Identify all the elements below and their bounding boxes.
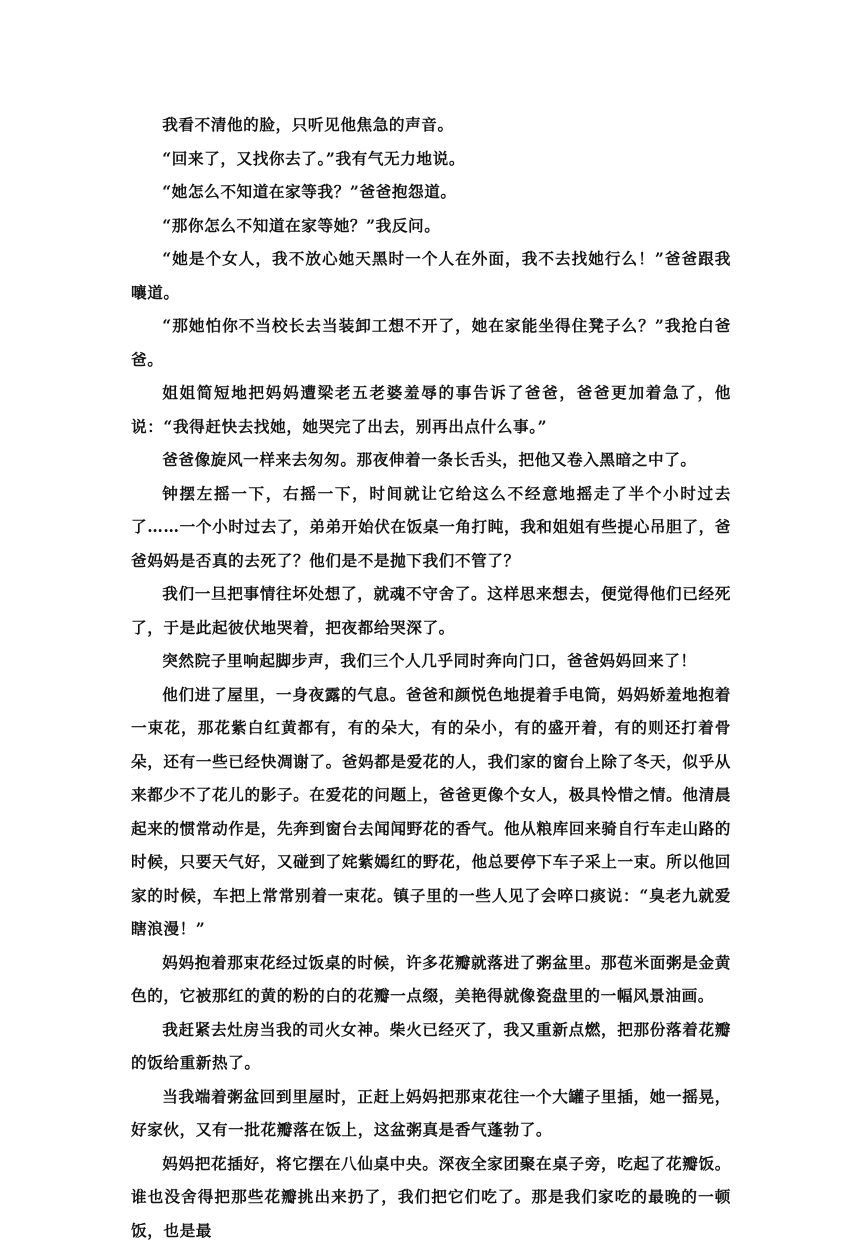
paragraph: 突然院子里响起脚步声，我们三个人几乎同时奔向门口，爸爸妈妈回来了！: [131, 644, 731, 678]
paragraph: 妈妈抱着那束花经过饭桌的时候，许多花瓣就落进了粥盆里。那苞米面粥是金黄色的，它被那红的黄的粉的白的花瓣一点缀，美艳得就像瓷盘里的一幅风景油画。: [131, 946, 731, 1013]
paragraph: “她是个女人，我不放心她天黑时一个人在外面，我不去找她行么！”爸爸跟我嚷道。: [131, 242, 731, 309]
paragraph: “她怎么不知道在家等我？”爸爸抱怨道。: [131, 175, 731, 209]
paragraph: 他们进了屋里，一身夜露的气息。爸爸和颜悦色地提着手电筒，妈妈娇羞地抱着一束花，那花紫白红黄都有，有的朵大，有的朵小，有的盛开着，有的则还打着骨朵，还有一些已经快凋谢了。爸妈都是爱花的人，我们家的窗台上除了冬天，似乎从来都少不了花儿的影子。在爱花的问题上，爸爸更像个女人，极具怜惜之情。他清晨起来的惯常动作是，先奔到窗台去闻闻野花的香气。他从粮库回来骑自行车走山路的时候，只要天气好，又碰到了姹紫嫣红的野花，他总要停下车子采上一束。所以他回家的时候，车把上常常别着一束花。镇子里的一些人见了会啐口痰说：“臭老九就爱瞎浪漫！”: [131, 678, 731, 946]
paragraph: “那你怎么不知道在家等她？”我反问。: [131, 209, 731, 243]
paragraph: “回来了，又找你去了。”我有气无力地说。: [131, 142, 731, 176]
paragraph: 我看不清他的脸，只听见他焦急的声音。: [131, 108, 731, 142]
paragraph: 爸爸像旋风一样来去匆匆。那夜伸着一条长舌头，把他又卷入黑暗之中了。: [131, 443, 731, 477]
paragraph: 我赶紧去灶房当我的司火女神。柴火已经灭了，我又重新点燃，把那份落着花瓣的饭给重新热了。: [131, 1013, 731, 1080]
document-body: [131, 108, 731, 1247]
paragraph: 姐姐简短地把妈妈遭梁老五老婆羞辱的事告诉了爸爸，爸爸更加着急了，他说：“我得赶快去找她，她哭完了出去，别再出点什么事。”: [131, 376, 731, 443]
paragraph: 妈妈把花插好，将它摆在八仙桌中央。深夜全家团聚在桌子旁，吃起了花瓣饭。谁也没舍得把那些花瓣挑出来扔了，我们把它们吃了。那是我们家吃的最晚的一顿饭，也是最: [131, 1147, 731, 1247]
paragraph: 当我端着粥盆回到里屋时，正赶上妈妈把那束花往一个大罐子里插，她一摇晃，好家伙，又有一批花瓣落在饭上，这盆粥真是香气蓬勃了。: [131, 1080, 731, 1147]
paragraph: 钟摆左摇一下，右摇一下，时间就让它给这么不经意地摇走了半个小时过去了……一个小时过去了，弟弟开始伏在饭桌一角打盹，我和姐姐有些提心吊胆了，爸爸妈妈是否真的去死了？他们是不是抛下我们不管了？: [131, 477, 731, 578]
paragraph: “那她怕你不当校长去当装卸工想不开了，她在家能坐得住凳子么？”我抢白爸爸。: [131, 309, 731, 376]
paragraph: 我们一旦把事情往坏处想了，就魂不守舍了。这样思来想去，便觉得他们已经死了，于是此起彼伏地哭着，把夜都给哭深了。: [131, 577, 731, 644]
